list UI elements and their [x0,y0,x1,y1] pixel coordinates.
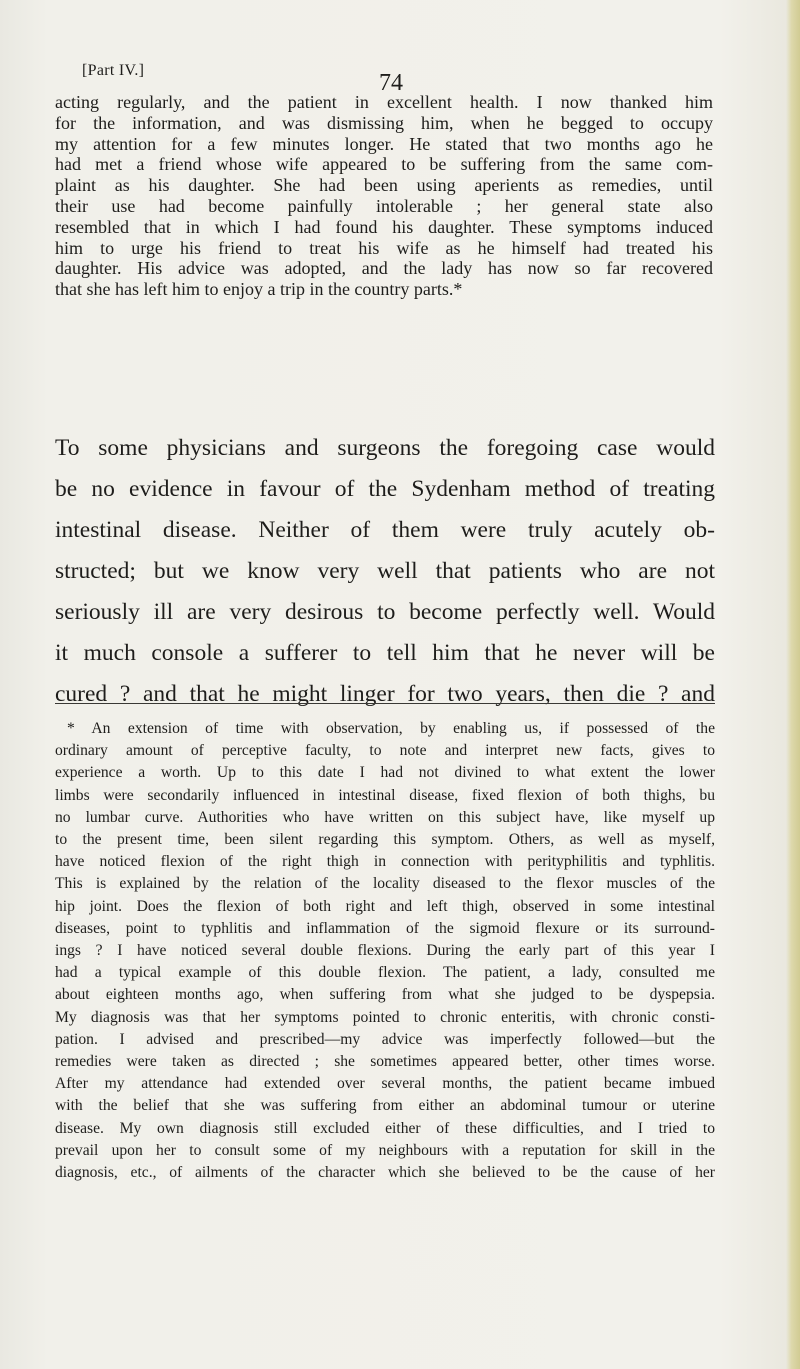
main-paragraph [55,428,715,715]
text-line: To some physicians and surgeons the foregoing case would [55,435,715,461]
text-line: structed; but we know very well that patients who are not [55,558,715,584]
text-line: seriously ill are very desirous to become perfectly well. Would [55,599,715,625]
text-line: for the information, and was dismissing him, when he begged to occupy [55,112,713,133]
text-line: intestinal disease. Neither of them were truly acutely ob- [55,517,715,543]
text-line: daughter. His advice was adopted, and the lady has now so far recovered [55,258,713,279]
text-line: cured ? and that he might linger for two years, then die ? and [55,681,715,707]
text-line: him to urge his friend to treat his wife as he himself had treated his [55,237,713,258]
footnote-line: * An extension of time with observation, by enabling us, if possessed of the [67,720,715,737]
footnote-line: ordinary amount of perceptive faculty, to note and interpret new facts, gives to [55,742,715,760]
text-line: be no evidence in favour of the Sydenham method of treating [55,476,715,502]
footnote-line: hip joint. Does the flexion of both right and left thigh, observed in some intestinal [55,897,715,915]
footnote-line: My diagnosis was that her symptoms pointed to chronic enteritis, with chronic consti- [55,1008,715,1026]
footnote-line: experience a worth. Up to this date I had not divined to what extent the lower [55,764,715,782]
text-line: my attention for a few minutes longer. He stated that two months ago he [55,133,713,154]
text-line: acting regularly, and the patient in excellent health. I now thanked him [55,92,713,112]
footnote-line: diagnosis, etc., of ailments of the character which she believed to be the cause of her [55,1164,715,1182]
page-edge [786,0,800,1369]
text-line: resembled that in which I had found his daughter. These symptoms induced [55,216,713,237]
footnote-line: prevail upon her to consult some of my neighbours with a reputation for skill in the [55,1141,715,1159]
text-line: had met a friend whose wife appeared to be suffering from the same com- [55,154,713,175]
text-line: their use had become painfully intolerable ; her general state also [55,195,713,216]
footnote-line: pation. I advised and prescribed—my advice was imperfectly followed—but the [55,1030,715,1048]
footnote [55,718,715,1184]
text-line: that she has left him to enjoy a trip in the country parts.* [55,279,463,300]
footnote-line: had a typical example of this double flexion. The patient, a lady, consulted me [55,964,715,982]
footnote-line: limbs were secondarily influenced in intestinal disease, fixed flexion of both thighs, bu [55,786,715,804]
footnote-line: After my attendance had extended over several months, the patient became imbued [55,1075,715,1093]
footnote-line: diseases, point to typhlitis and inflammation of the sigmoid flexure or its surround- [55,919,715,937]
footnote-line: with the belief that she was suffering from either an abdominal tumour or uterine [55,1097,715,1115]
footnote-line: have noticed flexion of the right thigh in connection with perityphilitis and typhlitis. [55,853,715,871]
footnote-line: This is explained by the relation of the locality diseased to the flexor muscles of the [55,875,715,893]
footnote-line: to the present time, been silent regarding this symptom. Others, as well as myself, [55,831,715,849]
footnote-line: about eighteen months ago, when suffering from what she judged to be dyspepsia. [55,986,715,1004]
footnote-line: ings ? I have noticed several double flexions. During the early part of this year I [55,942,715,960]
footnote-line: disease. My own diagnosis still excluded either of these difficulties, and I tried to [55,1119,715,1137]
page-number: 74 [379,70,403,96]
text-line: it much console a sufferer to tell him that he never will be [55,640,715,666]
footnote-divider [55,703,715,704]
case-paragraph [55,92,713,300]
footnote-line: no lumbar curve. Authorities who have written on this subject have, like myself up [55,808,715,826]
part-label: [Part IV.] [82,62,145,79]
text-line: plaint as his daughter. She had been using aperients as remedies, until [55,175,713,196]
footnote-line: remedies were taken as directed ; she sometimes appeared better, other times worse. [55,1053,715,1071]
